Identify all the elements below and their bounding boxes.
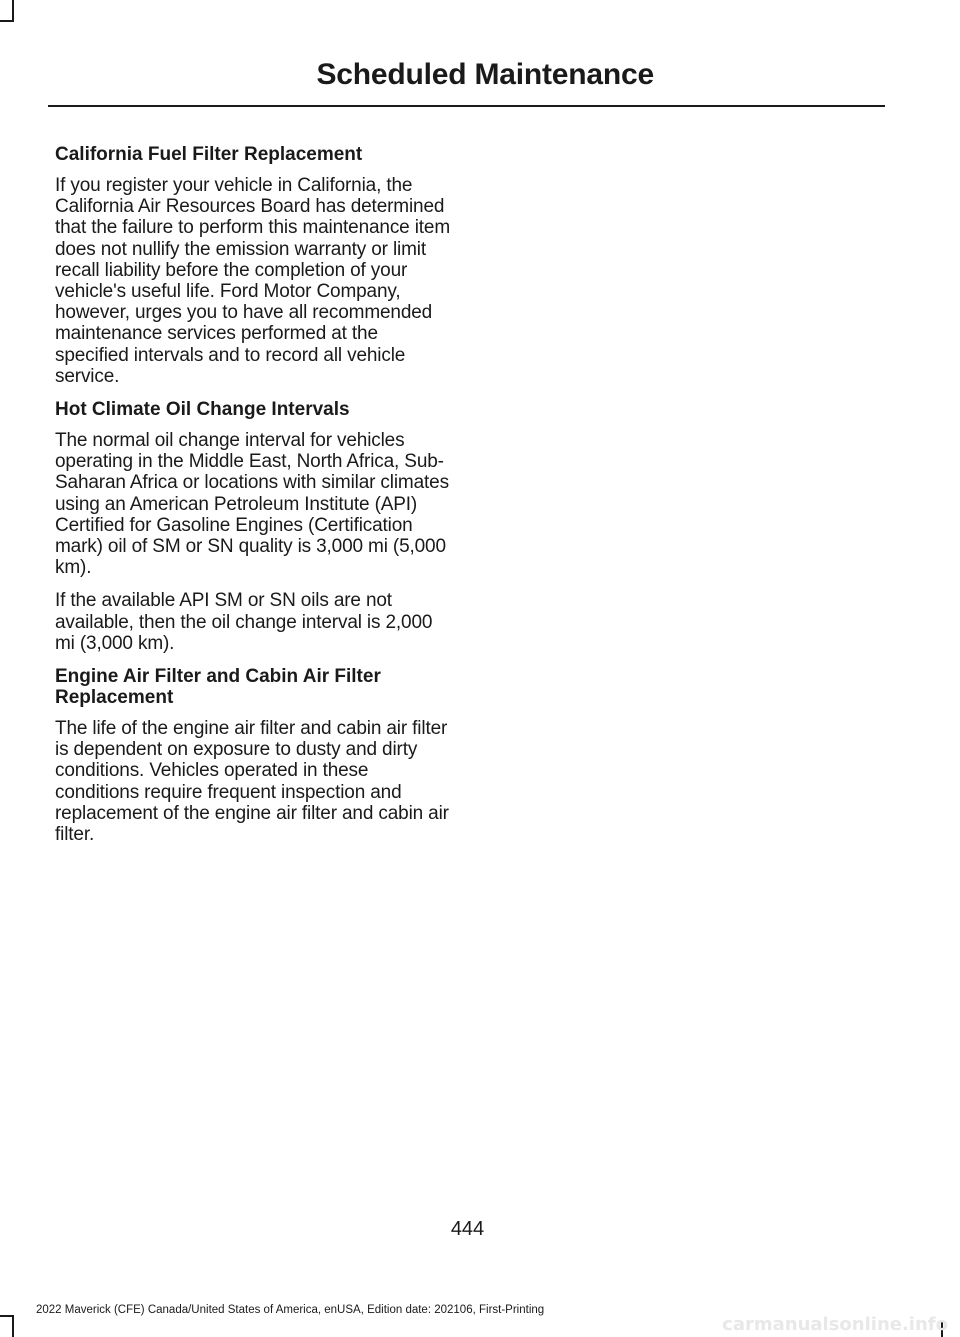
section-paragraph: If the available API SM or SN oils are not available, then the oil change interval is 2,000 mi (3,000 km). — [55, 590, 433, 654]
crop-mark-top-left — [12, 0, 14, 22]
crop-mark-bottom-left-h — [0, 1315, 14, 1317]
section-paragraph: The life of the engine air filter and cabin air filter is dependent on exposure to dusty and dirty conditions. Vehicles operated in these conditions require frequent inspection and replacement of the engine air filter and cabin air filter. — [55, 718, 449, 846]
page-header-title: Scheduled Maintenance — [316, 58, 654, 91]
crop-mark-top-left-h — [0, 20, 14, 22]
page-number: 444 — [450, 1218, 485, 1240]
section-paragraph: If you register your vehicle in California, the California Air Resources Board has determined that the failure to perform this maintenance item does not nullify the emission warranty or limit recall liability before the completion of your vehicle's useful life. Ford Motor Company, however, urges you to have all recommended maintenance services performed at the specified intervals and to record all vehicle service. — [55, 175, 451, 387]
watermark: carmanualsonline.info — [722, 1314, 948, 1335]
edition-footer: 2022 Maverick (CFE) Canada/United States of America, enUSA, Edition date: 202106, First-Printing — [36, 1304, 545, 1316]
section-heading-california-fuel-filter: California Fuel Filter Replacement — [55, 144, 363, 165]
crop-mark-bottom-left — [12, 1315, 14, 1337]
section-heading-air-filter-replacement: Engine Air Filter and Cabin Air Filter Replacement — [55, 666, 381, 709]
main-content — [55, 144, 455, 857]
section-heading-hot-climate-oil: Hot Climate Oil Change Intervals — [55, 399, 350, 421]
section-paragraph: The normal oil change interval for vehicles operating in the Middle East, North Africa, Sub-Saharan Africa or locations with similar climates using an American Petroleum Institute (API) Certified for Gasoline Engines (Certification mark) oil of SM or SN quality is 3,000 mi (5,000 km). — [55, 430, 449, 579]
header-rule — [48, 105, 885, 107]
